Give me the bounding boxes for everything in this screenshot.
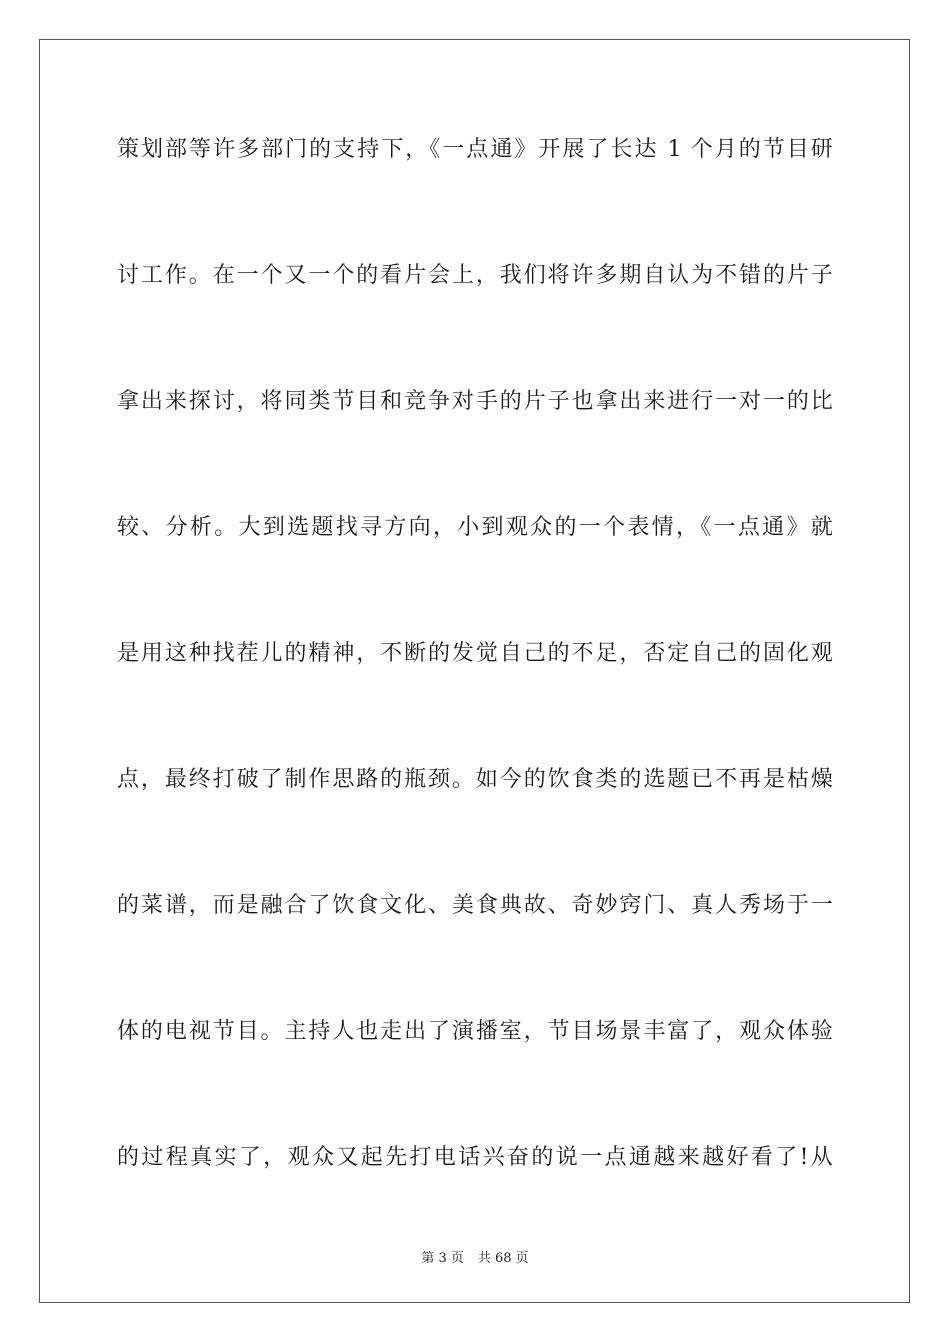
page-number: 第 3 页 bbox=[421, 1251, 464, 1266]
page-footer bbox=[0, 1247, 950, 1266]
text-line-8: 体的电视节目。主持人也走出了演播室，节目场景丰富了，观众体验 bbox=[117, 1019, 833, 1044]
text-line-7: 的菜谱，而是融合了饮食文化、美食典故、奇妙窍门、真人秀场于一 bbox=[117, 893, 833, 918]
text-line-9: 的过程真实了，观众又起先打电话兴奋的说一点通越来越好看了!从 bbox=[117, 1145, 833, 1170]
page-total: 共 68 页 bbox=[477, 1251, 529, 1266]
text-line-5: 是用这种找茬儿的精神，不断的发觉自己的不足，否定自己的固化观 bbox=[117, 641, 833, 666]
text-line-3: 拿出来探讨，将同类节目和竞争对手的片子也拿出来进行一对一的比 bbox=[117, 389, 833, 414]
text-line-4: 较、分析。大到选题找寻方向，小到观众的一个表情，《一点通》就 bbox=[117, 515, 833, 540]
text-line-2: 讨工作。在一个又一个的看片会上，我们将许多期自认为不错的片子 bbox=[117, 263, 833, 288]
text-line-6: 点，最终打破了制作思路的瓶颈。如今的饮食类的选题已不再是枯燥 bbox=[117, 767, 833, 792]
text-line-1: 策划部等许多部门的支持下，《一点通》开展了长达 1 个月的节目研 bbox=[117, 137, 833, 162]
document-body bbox=[117, 128, 833, 1262]
